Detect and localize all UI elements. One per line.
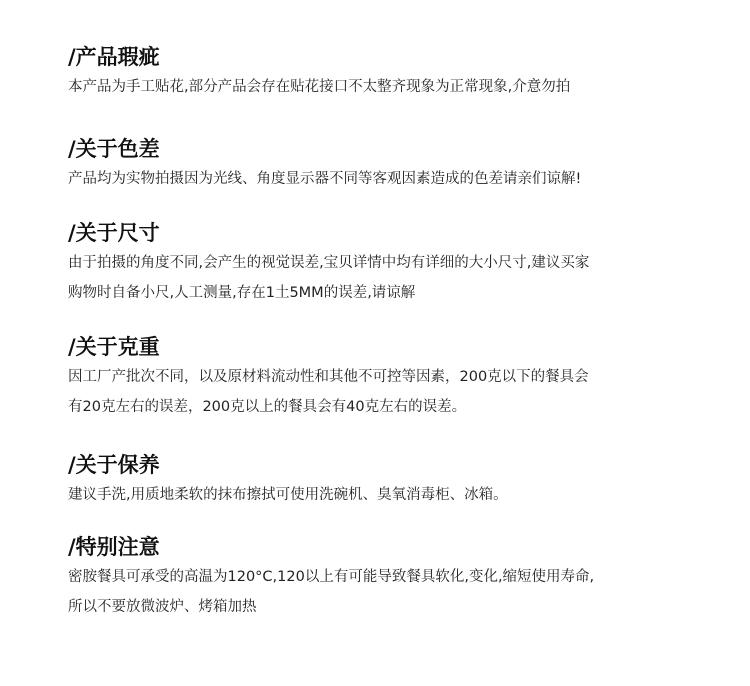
section-special-notice: [68, 534, 708, 622]
section-heading: /关于克重: [68, 335, 160, 359]
section-weight: [68, 334, 708, 422]
section-text-line: 所以不要放微波炉、烤箱加热: [68, 599, 257, 615]
section-color-difference: [68, 136, 708, 194]
section-heading: /特别注意: [68, 535, 160, 559]
section-size: [68, 220, 708, 308]
section-maintenance: [68, 452, 708, 510]
section-text-line: 产品均为实物拍摄因为光线、角度显示器不同等客观因素造成的色差请亲们谅解!: [68, 171, 582, 187]
section-text-line: 本产品为手工贴花,部分产品会存在贴花接口不太整齐现象为正常现象,介意勿拍: [68, 79, 571, 95]
section-text-line: 购物时自备小尺,人工测量,存在1土5MM的误差,请谅解: [68, 285, 416, 301]
section-heading: /产品瑕疵: [68, 45, 160, 69]
section-text-line: 建议手洗,用质地柔软的抹布擦拭可使用洗碗机、臭氧消毒柜、冰箱。: [68, 487, 508, 503]
section-text-line: 有20克左右的误差，200克以上的餐具会有40克左右的误差。: [68, 399, 467, 415]
section-heading: /关于色差: [68, 137, 160, 161]
section-text-line: 因工厂产批次不同，以及原材料流动性和其他不可控等因素，200克以下的餐具会: [68, 369, 589, 385]
section-text-line: 由于拍摄的角度不同,会产生的视觉误差,宝贝详情中均有详细的大小尺寸,建议买家: [68, 255, 590, 271]
section-product-defects: [68, 44, 708, 102]
section-heading: /关于尺寸: [68, 221, 160, 245]
section-text-line: 密胺餐具可承受的高温为120°C,120以上有可能导致餐具软化,变化,缩短使用寿命,: [68, 569, 595, 585]
section-heading: /关于保养: [68, 453, 160, 477]
